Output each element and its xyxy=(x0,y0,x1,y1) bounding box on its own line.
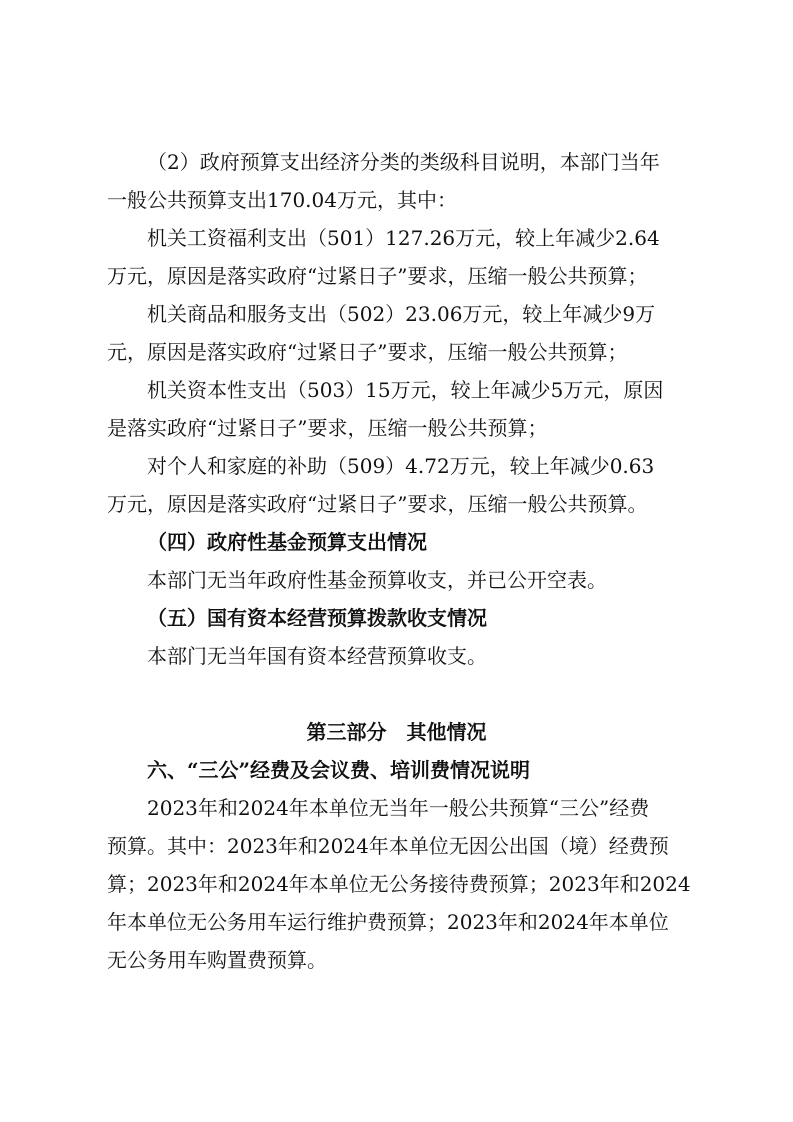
section-heading: 六、“三公”经费及会议费、培训费情况说明 xyxy=(147,758,531,782)
paragraph-line: 机关商品和服务支出（502）23.06万元，较上年减少9万 xyxy=(147,302,656,326)
paragraph-line: 机关工资福利支出（501）127.26万元，较上年减少2.64 xyxy=(147,226,660,250)
part-title: 第三部分 其他情况 xyxy=(306,720,487,744)
section-heading: （五）国有资本经营预算拨款收支情况 xyxy=(147,606,487,630)
paragraph-line: （2）政府预算支出经济分类的类级科目说明，本部门当年 xyxy=(147,150,660,174)
section-heading: （四）政府性基金预算支出情况 xyxy=(147,530,427,554)
paragraph-line: 元，原因是落实政府“过紧日子”要求，压缩一般公共预算； xyxy=(107,340,628,364)
paragraph-line: 是落实政府“过紧日子”要求，压缩一般公共预算； xyxy=(107,416,548,440)
paragraph-line: 本部门无当年政府性基金预算收支，并已公开空表。 xyxy=(147,568,607,592)
paragraph-line: 预算。其中：2023年和2024年本单位无因公出国（境）经费预 xyxy=(107,834,669,858)
paragraph-line: 一般公共预算支出170.04万元，其中： xyxy=(107,188,457,212)
paragraph-line: 无公务用车购置费预算。 xyxy=(107,948,327,972)
paragraph-line: 机关资本性支出（503）15万元，较上年减少5万元，原因 xyxy=(147,378,664,402)
paragraph-line: 对个人和家庭的补助（509）4.72万元，较上年减少0.63 xyxy=(147,454,655,478)
paragraph-line: 年本单位无公务用车运行维护费预算；2023年和2024年本单位 xyxy=(107,910,669,934)
paragraph-line: 本部门无当年国有资本经营预算收支。 xyxy=(147,644,487,668)
paragraph-line: 万元，原因是落实政府“过紧日子”要求，压缩一般公共预算； xyxy=(107,264,648,288)
paragraph-line: 算；2023年和2024年本单位无公务接待费预算；2023年和2024 xyxy=(107,872,691,896)
paragraph-line: 万元，原因是落实政府“过紧日子”要求，压缩一般公共预算。 xyxy=(107,492,648,516)
paragraph-line: 2023年和2024年本单位无当年一般公共预算“三公”经费 xyxy=(147,796,650,820)
